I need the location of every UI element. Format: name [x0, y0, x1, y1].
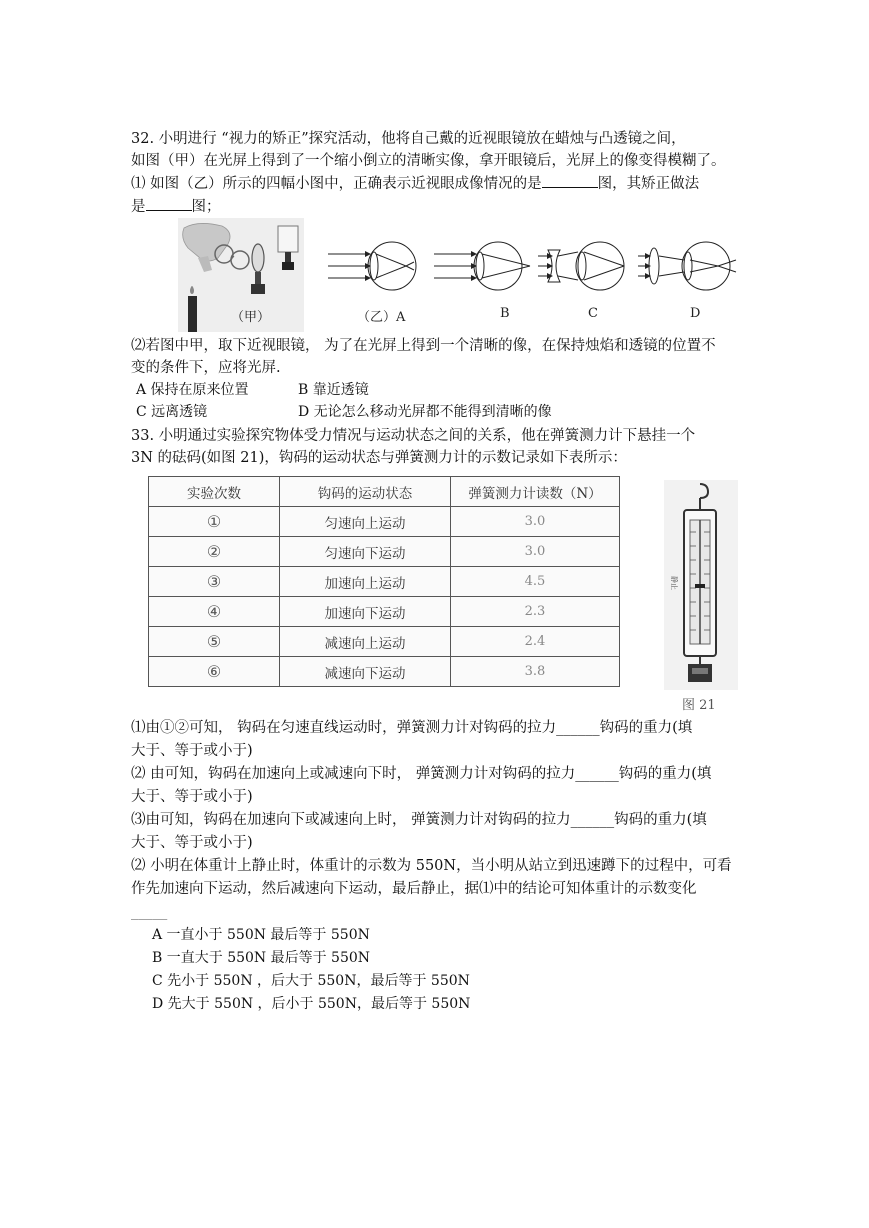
q33-sub1-line-2: 大于、等于或小于): [131, 743, 253, 759]
table-cell: ⑤: [149, 627, 280, 657]
q33-sub2-line-2: 大于、等于或小于): [131, 789, 253, 805]
q32-sub1-text-d: 图；: [191, 199, 221, 215]
q33-line-1: 33. 小明通过实验探究物体受力情况与运动状态之间的关系，他在弹簧测力计下悬挂一个: [131, 428, 696, 444]
scale-label: 静止: [670, 576, 678, 590]
q33-line-2: 3N 的砝码(如图 21)，钩码的运动状态与弹簧测力计的示数记录如下表所示：: [131, 450, 627, 466]
eye-diagram-a: [328, 242, 416, 290]
q32-line-1: 32. 小明进行 “视力的矫正”探究活动，他将自己戴的近视眼镜放在蜡烛与凸透镜之间，: [131, 131, 686, 147]
q32-line-3: [131, 173, 699, 195]
figure-yi: [326, 236, 742, 296]
table-row: [149, 657, 620, 687]
table-cell: 2.3: [451, 597, 620, 627]
q32-sub2-line-1: ⑵若图中甲，取下近视眼镜， 为了在光屏上得到一个清晰的像，在保持烛焰和透镜的位置不: [131, 338, 716, 354]
q33-option-a[interactable]: A 一直小于 550N 最后等于 550N: [152, 927, 370, 943]
table-cell: 匀速向下运动: [280, 537, 451, 567]
screen-icon: [278, 226, 298, 252]
figure-yi-label-a: （乙）A: [357, 310, 406, 325]
q33-sub1-line-1: ⑴由①②可知， 钩码在匀速直线运动时，弹簧测力计对钩码的拉力______钩码的重力(填: [131, 720, 693, 736]
table-row: [149, 597, 620, 627]
table-cell: 4.5: [451, 567, 620, 597]
table-cell: ②: [149, 537, 280, 567]
table-cell: ⑥: [149, 657, 280, 687]
q32-option-a[interactable]: A 保持在原来位置: [136, 382, 249, 398]
table-row: [149, 507, 620, 537]
table-cell: 减速向上运动: [280, 627, 451, 657]
q33-option-b[interactable]: B 一直大于 550N 最后等于 550N: [152, 950, 371, 966]
table-cell: 3.0: [451, 537, 620, 567]
spring-scale-figure: [664, 480, 738, 690]
table-cell: 3.0: [451, 507, 620, 537]
q33-option-d[interactable]: D 先大于 550N ，后小于 550N，最后等于 550N: [152, 996, 471, 1012]
table-cell: 减速向下运动: [280, 657, 451, 687]
table-cell: ③: [149, 567, 280, 597]
q32-line-4: [131, 196, 221, 218]
table-cell: ④: [149, 597, 280, 627]
q32-line-2: 如图（甲）在光屏上得到了一个缩小倒立的清晰实像，拿开眼镜后，光屏上的像变得模糊了。: [131, 153, 726, 169]
q33-sub4-blank[interactable]: _____: [131, 904, 168, 920]
candle-icon: [188, 296, 197, 332]
table-row: [149, 537, 620, 567]
q32-option-c[interactable]: C 远离透镜: [136, 404, 208, 420]
answer-blank[interactable]: [146, 196, 192, 211]
q33-sub2-line-1: ⑵ 由可知，钩码在加速向上或减速向下时， 弹簧测力计对钩码的拉力______钩码的重力(填: [131, 766, 712, 782]
figure-21-label: 图 21: [682, 698, 716, 713]
answer-blank[interactable]: [542, 173, 598, 188]
q33-sub3-line-1: ⑶由可知，钩码在加速向下或减速向上时， 弹簧测力计对钩码的拉力______钩码的重力(填: [131, 812, 707, 828]
convex-lens-icon: [252, 244, 264, 272]
table-header: 实验次数: [149, 477, 280, 507]
q32-sub1-text: ⑴ 如图（乙）所示的四幅小图中，正确表示近视眼成像情况的是: [131, 176, 542, 192]
eye-diagram-d: [638, 242, 736, 290]
q32-option-b[interactable]: B 靠近透镜: [298, 382, 369, 398]
figure-jia-label: （甲）: [231, 310, 271, 325]
q32-sub1-text-b: 图，其矫正做法: [597, 176, 700, 192]
table-row: [149, 627, 620, 657]
q32-option-d[interactable]: D 无论怎么移动光屏都不能得到清晰的像: [298, 404, 552, 420]
table-row: [149, 567, 620, 597]
figure-yi-label-c: C: [588, 306, 598, 321]
table-cell: 加速向上运动: [280, 567, 451, 597]
table-cell: 加速向下运动: [280, 597, 451, 627]
table-cell: 匀速向上运动: [280, 507, 451, 537]
q33-sub3-line-2: 大于、等于或小于): [131, 835, 253, 851]
q32-sub2-line-2: 变的条件下，应将光屏.: [131, 360, 281, 376]
data-table: [148, 476, 620, 687]
table-header: 钩码的运动状态: [280, 477, 451, 507]
eye-diagram-b: [434, 242, 530, 290]
q33-sub4-line-2: 作先加速向下运动，然后减速向下运动，最后静止，据⑴中的结论可知体重计的示数变化: [131, 881, 697, 897]
table-cell: ①: [149, 507, 280, 537]
table-header: 弹簧测力计读数（N）: [451, 477, 620, 507]
table-cell: 3.8: [451, 657, 620, 687]
figure-yi-label-d: D: [690, 306, 701, 321]
table-cell: 2.4: [451, 627, 620, 657]
figure-yi-label-b: B: [500, 306, 510, 321]
q32-sub1-text-c: 是: [131, 199, 146, 215]
q33-option-c[interactable]: C 先小于 550N ，后大于 550N，最后等于 550N: [152, 973, 470, 989]
eye-diagram-c: [538, 242, 624, 290]
q33-sub4-line-1: ⑵ 小明在体重计上静止时，体重计的示数为 550N，当小明从站立到迅速蹲下的过程中，可看: [131, 858, 732, 874]
table-header-row: [149, 477, 620, 507]
